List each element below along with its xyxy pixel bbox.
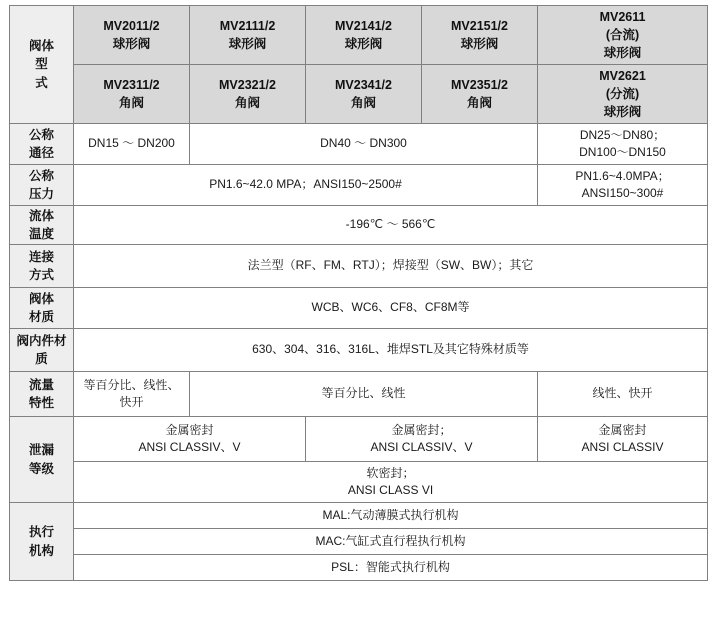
table-row-actuator-1 xyxy=(10,503,708,529)
cell-nominal-pressure-1: PN1.6~42.0 MPA；ANSI150~2500# xyxy=(74,165,538,206)
table-row-fluid-temperature xyxy=(10,206,708,245)
header-model-mv2621: MV2621 (分流) 球形阀 xyxy=(538,65,708,124)
table-row-nominal-diameter xyxy=(10,124,708,165)
table-row-leakage-class-soft xyxy=(10,462,708,503)
cell-nominal-diameter-1: DN15 ～ DN200 xyxy=(74,124,190,165)
cell-nominal-pressure-2: PN1.6~4.0MPA； ANSI150~300# xyxy=(538,165,708,206)
table-row-body-material xyxy=(10,288,708,329)
corner-label-valve-body-type: 阀体 型 式 xyxy=(10,6,74,124)
cell-connection-type: 法兰型（RF、FM、RTJ）；焊接型（SW、BW）；其它 xyxy=(74,245,708,288)
header-model-mv2611: MV2611 (合流) 球形阀 xyxy=(538,6,708,65)
cell-flow-characteristic-3: 线性、快开 xyxy=(538,372,708,417)
row-label-fluid-temperature: 流体 温度 xyxy=(10,206,74,245)
cell-leakage-metal-2: 金属密封； ANSI CLASSIV、V xyxy=(306,417,538,462)
row-label-flow-characteristic: 流量 特性 xyxy=(10,372,74,417)
row-label-trim-material: 阀内件材 质 xyxy=(10,329,74,372)
table-row-leakage-class-metal xyxy=(10,417,708,462)
cell-nominal-diameter-3: DN25～DN80； DN100～DN150 xyxy=(538,124,708,165)
row-label-leakage-class: 泄漏 等级 xyxy=(10,417,74,503)
header-model-mv2321: MV2321/2 角阀 xyxy=(190,65,306,124)
row-label-nominal-diameter: 公称 通径 xyxy=(10,124,74,165)
cell-actuator-mal: MAL:气动薄膜式执行机构 xyxy=(74,503,708,529)
cell-leakage-soft: 软密封； ANSI CLASS VI xyxy=(74,462,708,503)
cell-nominal-diameter-2: DN40 ～ DN300 xyxy=(190,124,538,165)
header-model-mv2141: MV2141/2 球形阀 xyxy=(306,6,422,65)
row-label-body-material: 阀体 材质 xyxy=(10,288,74,329)
table-row-actuator-2 xyxy=(10,529,708,555)
table-row-nominal-pressure xyxy=(10,165,708,206)
cell-flow-characteristic-2: 等百分比、线性 xyxy=(190,372,538,417)
cell-actuator-mac: MAC:气缸式直行程执行机构 xyxy=(74,529,708,555)
cell-actuator-psl: PSL：智能式执行机构 xyxy=(74,555,708,581)
table-row-actuator-3 xyxy=(10,555,708,581)
cell-fluid-temperature: -196℃ ～ 566℃ xyxy=(74,206,708,245)
table-header-row-1 xyxy=(10,6,708,65)
header-model-mv2111: MV2111/2 球形阀 xyxy=(190,6,306,65)
header-model-mv2151: MV2151/2 球形阀 xyxy=(422,6,538,65)
table-row-connection-type xyxy=(10,245,708,288)
cell-leakage-metal-3: 金属密封 ANSI CLASSIV xyxy=(538,417,708,462)
header-model-mv2011: MV2011/2 球形阀 xyxy=(74,6,190,65)
table-row-trim-material xyxy=(10,329,708,372)
table-header-row-2 xyxy=(10,65,708,124)
header-model-mv2311: MV2311/2 角阀 xyxy=(74,65,190,124)
row-label-connection-type: 连接 方式 xyxy=(10,245,74,288)
cell-body-material: WCB、WC6、CF8、CF8M等 xyxy=(74,288,708,329)
valve-specification-table xyxy=(9,5,708,581)
cell-flow-characteristic-1: 等百分比、线性、 快开 xyxy=(74,372,190,417)
row-label-actuator: 执行 机构 xyxy=(10,503,74,581)
table-row-flow-characteristic xyxy=(10,372,708,417)
cell-trim-material: 630、304、316、316L、堆焊STL及其它特殊材质等 xyxy=(74,329,708,372)
row-label-nominal-pressure: 公称 压力 xyxy=(10,165,74,206)
cell-leakage-metal-1: 金属密封 ANSI CLASSIV、V xyxy=(74,417,306,462)
header-model-mv2341: MV2341/2 角阀 xyxy=(306,65,422,124)
header-model-mv2351: MV2351/2 角阀 xyxy=(422,65,538,124)
